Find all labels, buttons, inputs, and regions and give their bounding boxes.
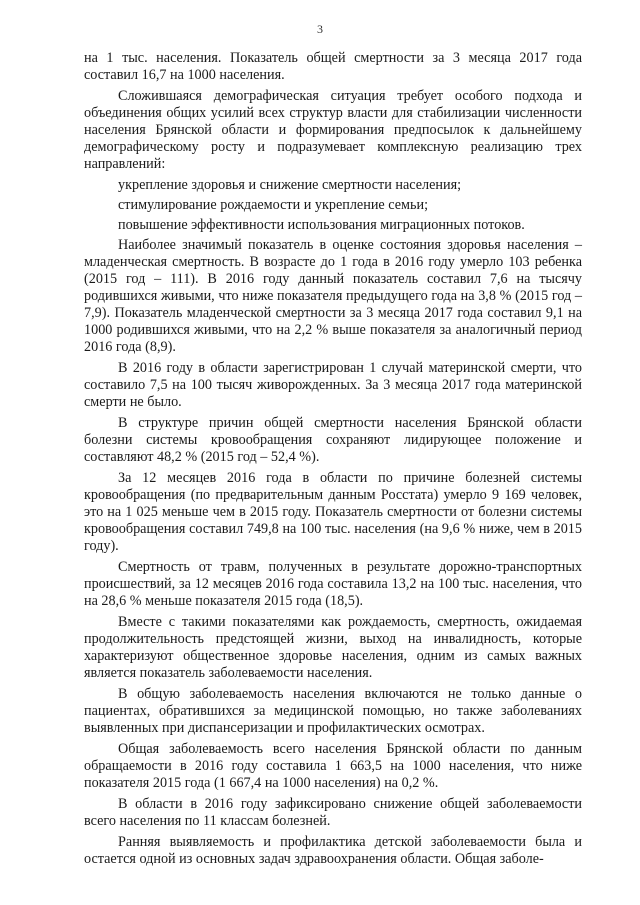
list-item-migration: повышение эффективности использования миграционных потоков. bbox=[118, 217, 525, 233]
paragraph-infant-mortality: Наиболее значимый показатель в оценке состояния здоровья населения – младенческая смертность. В возрасте до 1 года в 2016 году умерло 103 ребенка (2015 год – 111). В 2016 году данный показатель составил 7,6 на тысячу родившихся живыми, что ниже показателя предыдущего года на 3,8 % (2015 год – 7,9). Показатель младенческой смертности за 3 месяца 2017 года составил 9,1 на 1000 родившихся живыми, что на 2,2 % выше показателя за аналогичный период 2016 года (8,9). bbox=[84, 237, 582, 355]
list-item-birth-rate: стимулирование рождаемости и укрепление семьи; bbox=[118, 197, 429, 213]
paragraph-maternal-mortality: В 2016 году в области зарегистрирован 1 случай материнской смерти, что составило 7,5 на 100 тысяч живорожденных. За 3 месяца 2017 года материнской смерти не было. bbox=[84, 360, 582, 410]
paragraph-child-morbidity: Ранняя выявляемость и профилактика детской заболеваемости была и остается одной из основных задач здравоохранения области. Общая заболе- bbox=[84, 834, 582, 867]
document-body bbox=[84, 50, 582, 872]
paragraph-demographic-situation: Сложившаяся демографическая ситуация требует особого подхода и объединения общих усилий всех структур власти для стабилизации численности населения Брянской области и формирования предпосылок к дальнейшему демографическому росту и подразумевает комплексную реализацию трех направлений: bbox=[84, 88, 582, 172]
paragraph-continuation: на 1 тыс. населения. Показатель общей смертности за 3 месяца 2017 года составил 16,7 на 1000 населения. bbox=[84, 50, 582, 83]
paragraph-general-morbidity-value: Общая заболеваемость всего населения Брянской области по данным обращаемости в 2016 году составила 1 663,5 на 1000 населения, что ниже показателя 2015 года (1 667,4 на 1000 населения) на 0,2 %. bbox=[84, 741, 582, 791]
paragraph-traffic-mortality: Смертность от травм, полученных в результате дорожно-транспортных происшествий, за 12 месяцев 2016 года составила 13,2 на 100 тыс. населения, что на 28,6 % меньше показателя 2015 года (18,5). bbox=[84, 559, 582, 609]
paragraph-circulatory-deaths: За 12 месяцев 2016 года в области по причине болезней системы кровообращения (по предварительным данным Росстата) умерло 9 169 человек, это на 1 025 меньше чем в 2015 году. Показатель смертности от болезни системы кровообращения составил 749,8 на 100 тыс. населения (на 9,6 % ниже, чем в 2015 году). bbox=[84, 470, 582, 554]
paragraph-general-morbidity-scope: В общую заболеваемость населения включаются не только данные о пациентах, обратившихся за медицинской помощью, но также заболеваниях выявленных при диспансеризации и профилактических осмотрах. bbox=[84, 686, 582, 736]
paragraph-morbidity-decrease: В области в 2016 году зафиксировано снижение общей заболеваемости всего населения по 11 классам болезней. bbox=[84, 796, 582, 829]
paragraph-morbidity-indicators: Вместе с такими показателями как рождаемость, смертность, ожидаемая продолжительность предстоящей жизни, выход на инвалидность, которые характеризуют общественное здоровье населения, одним из самых важных является показатель заболеваемости населения. bbox=[84, 614, 582, 681]
list-item-health: укрепление здоровья и снижение смертности населения; bbox=[118, 177, 462, 193]
page-number: 3 bbox=[317, 22, 323, 36]
paragraph-mortality-structure: В структуре причин общей смертности населения Брянской области болезни системы кровообращения сохраняют лидирующее положение и составляют 48,2 % (2015 год – 52,4 %). bbox=[84, 415, 582, 465]
